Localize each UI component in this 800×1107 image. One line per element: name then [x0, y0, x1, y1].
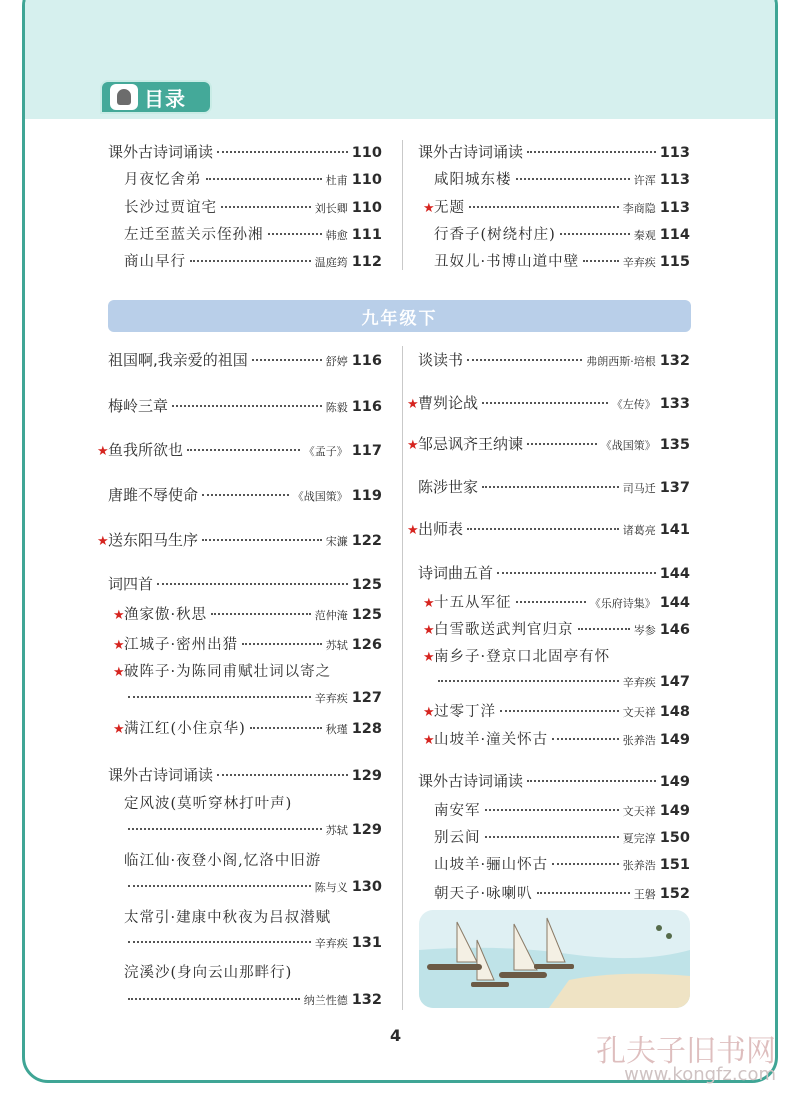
toc-entry-page: 128: [351, 721, 382, 737]
toc-entry-author: 《战国策》: [292, 490, 348, 503]
toc-entry[interactable]: [418, 349, 690, 370]
toc-entry-author: 弗朗西斯·培根: [586, 355, 656, 368]
toc-entry[interactable]: [418, 562, 690, 583]
toc-entry[interactable]: [124, 168, 382, 189]
toc-entry-page: 149: [659, 732, 690, 748]
book-icon: [110, 84, 138, 110]
leader-dots: [482, 402, 608, 404]
river-boats-illustration: [419, 910, 690, 1008]
toc-entry-author: 《左传》: [611, 398, 656, 411]
toc-entry[interactable]: [434, 799, 690, 820]
toc-entry-author: 苏轼: [325, 639, 348, 652]
toc-entry-page: 146: [659, 622, 690, 638]
toc-entry-title: 朝天子·咏喇叭: [434, 886, 533, 902]
toc-entry-page: 152: [659, 886, 690, 902]
toc-entry[interactable]: [407, 392, 690, 413]
toc-entry-title: 唐雎不辱使命: [108, 486, 199, 504]
toc-entry[interactable]: [113, 633, 382, 654]
toc-entry[interactable]: [418, 141, 690, 162]
star-icon: ★: [407, 523, 419, 538]
leader-dots: [128, 696, 311, 698]
toc-entry[interactable]: [124, 879, 382, 895]
leader-dots: [128, 885, 311, 887]
toc-entry-title: 江城子·密州出猎: [124, 637, 239, 653]
toc-entry[interactable]: [124, 690, 382, 706]
toc-entry-author: 《战国策》: [600, 439, 656, 452]
leader-dots: [128, 998, 300, 1000]
toc-entry-title: 课外古诗词诵读: [108, 766, 214, 784]
toc-entry[interactable]: [113, 603, 382, 624]
toc-entry-title: 山坡羊·潼关怀古: [434, 732, 549, 748]
star-icon: ★: [97, 534, 109, 549]
toc-entry-title: 月夜忆舍弟: [124, 172, 202, 188]
toc-entry-page: 125: [351, 577, 382, 593]
toc-entry-title: 谈读书: [418, 351, 464, 369]
star-icon: ★: [97, 444, 109, 459]
toc-entry-page: 149: [659, 803, 690, 819]
leader-dots: [467, 528, 619, 530]
toc-entry-author: 辛弃疾: [314, 937, 348, 950]
star-icon: ★: [113, 608, 125, 623]
toc-entry-title: 别云间: [434, 830, 481, 846]
toc-entry-title: 无题: [434, 200, 465, 216]
toc-title-tab: [100, 80, 212, 114]
toc-entry-page: 117: [351, 443, 382, 459]
toc-entry-page: 114: [659, 227, 690, 243]
bottom-divider: [402, 346, 403, 1010]
toc-entry-title: 渔家傲·秋思: [124, 607, 208, 623]
toc-entry[interactable]: [124, 849, 382, 870]
toc-entry[interactable]: [124, 250, 382, 271]
toc-entry-author: 陈与义: [314, 881, 348, 894]
toc-entry[interactable]: [418, 770, 690, 791]
toc-entry-author: 夏完淳: [622, 832, 656, 845]
leader-dots: [485, 809, 619, 811]
leader-dots: [537, 892, 630, 894]
toc-entry[interactable]: [124, 992, 382, 1008]
leader-dots: [485, 836, 619, 838]
toc-entry-author: 秦观: [633, 229, 656, 242]
leader-dots: [516, 601, 586, 603]
watermark-text: 孔夫子旧书网: [596, 1034, 776, 1069]
toc-entry-title: 长沙过贾谊宅: [124, 200, 217, 216]
toc-entry-author: 苏轼: [325, 824, 348, 837]
star-icon: ★: [113, 722, 125, 737]
toc-entry-title: 定风波(莫听穿林打叶声): [124, 796, 293, 812]
toc-entry-title: 曹刿论战: [418, 394, 479, 412]
toc-entry[interactable]: [97, 529, 382, 550]
toc-entry[interactable]: [113, 717, 382, 738]
toc-entry-author: 文天祥: [622, 805, 656, 818]
toc-entry-title: 咸阳城东楼: [434, 172, 512, 188]
toc-entry-author: 诸葛亮: [622, 524, 656, 537]
toc-entry[interactable]: [124, 196, 382, 217]
toc-entry-page: 135: [659, 437, 690, 453]
leader-dots: [583, 260, 619, 262]
toc-entry-page: 144: [659, 566, 690, 582]
toc-entry-page: 141: [659, 522, 690, 538]
toc-entry-author: 纳兰性德: [303, 994, 348, 1007]
toc-entry-page: 113: [659, 172, 690, 188]
toc-entry-page: 147: [659, 674, 690, 690]
star-icon: ★: [423, 623, 435, 638]
star-icon: ★: [423, 705, 435, 720]
toc-entry[interactable]: [434, 250, 690, 271]
toc-entry-title: 课外古诗词诵读: [418, 143, 524, 161]
leader-dots: [482, 486, 619, 488]
toc-entry-title: 商山早行: [124, 254, 186, 270]
toc-entry-title: 山坡羊·骊山怀古: [434, 857, 549, 873]
toc-entry[interactable]: [418, 476, 690, 497]
toc-entry-author: 司马迁: [622, 482, 656, 495]
star-icon: ★: [113, 665, 125, 680]
toc-entry-page: 137: [659, 480, 690, 496]
toc-entry-title: 浣溪沙(身向云山那畔行): [124, 965, 293, 981]
toc-entry-title: 出师表: [418, 520, 464, 538]
toc-entry-author: 韩愈: [325, 229, 348, 242]
toc-entry-title: 鱼我所欲也: [108, 441, 184, 459]
toc-entry[interactable]: [108, 764, 382, 785]
toc-entry-author: 陈毅: [325, 401, 348, 414]
toc-entry-title: 课外古诗词诵读: [108, 143, 214, 161]
toc-entry-author: 温庭筠: [314, 256, 348, 269]
toc-entry-author: 范仲淹: [314, 609, 348, 622]
toc-entry[interactable]: [434, 674, 690, 690]
toc-entry-page: 127: [351, 690, 382, 706]
toc-entry[interactable]: [108, 141, 382, 162]
leader-dots: [497, 572, 656, 574]
toc-entry-author: 《乐府诗集》: [589, 597, 656, 610]
toc-entry-page: 144: [659, 595, 690, 611]
leader-dots: [552, 738, 619, 740]
toc-entry-title: 邹忌讽齐王纳谏: [418, 435, 524, 453]
toc-entry[interactable]: [434, 168, 690, 189]
toc-entry-title: 祖国啊,我亲爱的祖国: [108, 351, 248, 369]
toc-entry-page: 110: [351, 200, 382, 216]
toc-entry-title: 陈涉世家: [418, 478, 479, 496]
star-icon: ★: [423, 596, 435, 611]
leader-dots: [469, 206, 619, 208]
toc-entry[interactable]: [124, 935, 382, 951]
leader-dots: [578, 628, 630, 630]
toc-entry[interactable]: [423, 591, 690, 612]
leader-dots: [552, 863, 619, 865]
toc-entry-author: 《孟子》: [303, 445, 348, 458]
toc-entry-author: 宋濂: [325, 535, 348, 548]
leader-dots: [250, 727, 322, 729]
leader-dots: [172, 405, 322, 407]
toc-entry-page: 110: [351, 145, 382, 161]
toc-entry-title: 临江仙·夜登小阁,忆洛中旧游: [124, 853, 322, 869]
toc-entry-author: 辛弃疾: [314, 692, 348, 705]
toc-entry-title: 词四首: [108, 575, 154, 593]
toc-entry-page: 129: [351, 822, 382, 838]
leader-dots: [252, 359, 322, 361]
toc-entry[interactable]: [434, 223, 690, 244]
toc-entry-page: 149: [659, 774, 690, 790]
toc-entry-page: 113: [659, 145, 690, 161]
leader-dots: [560, 233, 630, 235]
leader-dots: [527, 780, 656, 782]
toc-entry-page: 116: [351, 353, 382, 369]
leader-dots: [157, 583, 348, 585]
toc-entry-author: 张养浩: [622, 734, 656, 747]
toc-entry[interactable]: [434, 882, 690, 903]
leader-dots: [527, 443, 597, 445]
toc-entry-page: 132: [659, 353, 690, 369]
toc-entry-page: 125: [351, 607, 382, 623]
toc-entry-title: 南乡子·登京口北固亭有怀: [434, 649, 611, 665]
toc-entry-page: 110: [351, 172, 382, 188]
star-icon: ★: [113, 638, 125, 653]
leader-dots: [527, 151, 656, 153]
toc-entry[interactable]: [124, 792, 382, 813]
toc-entry-author: 舒婷: [325, 355, 348, 368]
toc-entry-title: 太常引·建康中秋夜为吕叔潜赋: [124, 910, 332, 926]
toc-entry[interactable]: [423, 645, 690, 666]
toc-entry-title: 南安军: [434, 803, 481, 819]
toc-entry-author: 杜甫: [325, 174, 348, 187]
toc-entry-page: 130: [351, 879, 382, 895]
toc-entry-page: 132: [351, 992, 382, 1008]
toc-entry-title: 行香子(树绕村庄): [434, 227, 556, 243]
toc-entry-title: 诗词曲五首: [418, 564, 494, 582]
leader-dots: [187, 449, 300, 451]
leader-dots: [217, 151, 348, 153]
toc-entry[interactable]: [407, 518, 690, 539]
toc-entry-page: 116: [351, 399, 382, 415]
toc-entry-page: 119: [351, 488, 382, 504]
leader-dots: [206, 178, 322, 180]
leader-dots: [217, 774, 348, 776]
toc-entry-author: 岑参: [633, 624, 656, 637]
toc-entry[interactable]: [124, 822, 382, 838]
toc-entry-author: 文天祥: [622, 706, 656, 719]
star-icon: ★: [407, 438, 419, 453]
star-icon: ★: [423, 650, 435, 665]
toc-entry-title: 左迁至蓝关示侄孙湘: [124, 227, 264, 243]
toc-entry[interactable]: [434, 853, 690, 874]
toc-entry-page: 150: [659, 830, 690, 846]
toc-entry[interactable]: [124, 961, 382, 982]
toc-entry-title: 白雪歌送武判官归京: [434, 622, 574, 638]
toc-entry[interactable]: [407, 433, 690, 454]
toc-entry-page: 122: [351, 533, 382, 549]
leader-dots: [516, 178, 630, 180]
toc-entry[interactable]: [124, 223, 382, 244]
toc-entry[interactable]: [423, 700, 690, 721]
toc-entry-author: 王磐: [633, 888, 656, 901]
toc-entry[interactable]: [434, 826, 690, 847]
toc-entry[interactable]: [97, 439, 382, 460]
toc-entry-page: 115: [659, 254, 690, 270]
page-number: 4: [390, 1026, 402, 1045]
toc-entry[interactable]: [124, 906, 382, 927]
toc-entry-title: 课外古诗词诵读: [418, 772, 524, 790]
toc-entry-page: 126: [351, 637, 382, 653]
toc-entry-title: 丑奴儿·书博山道中壁: [434, 254, 580, 270]
leader-dots: [128, 828, 322, 830]
star-icon: ★: [423, 201, 435, 216]
toc-entry-author: 许浑: [633, 174, 656, 187]
leader-dots: [221, 206, 311, 208]
leader-dots: [500, 710, 619, 712]
leader-dots: [202, 539, 322, 541]
toc-entry-page: 129: [351, 768, 382, 784]
toc-entry-title: 破阵子·为陈同甫赋壮词以寄之: [124, 664, 332, 680]
toc-entry-page: 151: [659, 857, 690, 873]
leader-dots: [438, 680, 619, 682]
toc-entry-title: 十五从军征: [434, 595, 512, 611]
star-icon: ★: [407, 397, 419, 412]
toc-entry-page: 113: [659, 200, 690, 216]
toc-entry-page: 131: [351, 935, 382, 951]
toc-entry-title: 满江红(小住京华): [124, 721, 246, 737]
toc-entry[interactable]: [113, 660, 382, 681]
toc-entry[interactable]: [423, 196, 690, 217]
star-icon: ★: [423, 733, 435, 748]
leader-dots: [202, 494, 289, 496]
toc-entry[interactable]: [108, 395, 382, 416]
leader-dots: [128, 941, 311, 943]
toc-entry-page: 111: [351, 227, 382, 243]
leader-dots: [211, 613, 311, 615]
toc-entry[interactable]: [108, 484, 382, 505]
toc-entry[interactable]: [108, 349, 382, 370]
toc-title: 目录: [144, 86, 186, 111]
watermark-url: www.kongfz.com: [624, 1064, 776, 1085]
toc-entry-author: 秋瑾: [325, 723, 348, 736]
leader-dots: [242, 643, 322, 645]
toc-entry-author: 辛弃疾: [622, 256, 656, 269]
toc-entry[interactable]: [108, 573, 382, 594]
toc-entry-page: 112: [351, 254, 382, 270]
leader-dots: [190, 260, 311, 262]
toc-entry[interactable]: [423, 728, 690, 749]
grade-heading: 九年级下: [108, 300, 691, 332]
toc-entry-author: 李商隐: [622, 202, 656, 215]
top-divider: [402, 140, 403, 270]
toc-entry[interactable]: [423, 618, 690, 639]
toc-entry-title: 梅岭三章: [108, 397, 169, 415]
toc-entry-title: 过零丁洋: [434, 704, 496, 720]
toc-entry-title: 送东阳马生序: [108, 531, 199, 549]
toc-entry-author: 刘长卿: [314, 202, 348, 215]
toc-entry-page: 133: [659, 396, 690, 412]
leader-dots: [467, 359, 582, 361]
toc-entry-author: 张养浩: [622, 859, 656, 872]
toc-entry-page: 148: [659, 704, 690, 720]
toc-entry-author: 辛弃疾: [622, 676, 656, 689]
leader-dots: [268, 233, 322, 235]
